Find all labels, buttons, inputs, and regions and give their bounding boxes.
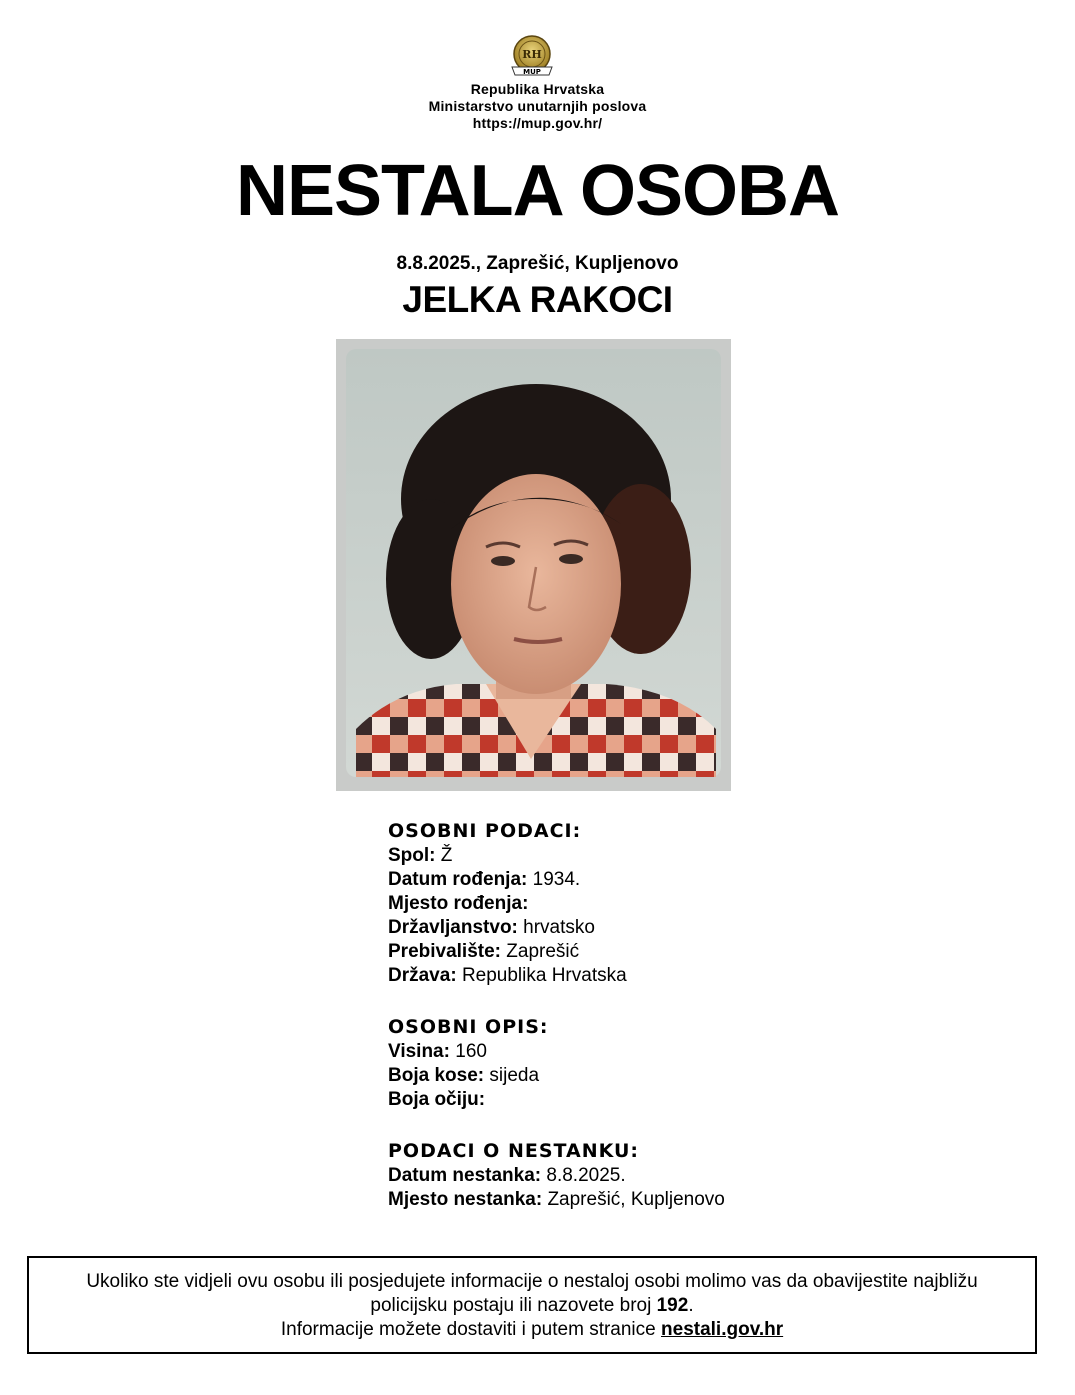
disappearance-place-row	[388, 1188, 948, 1212]
date-location: 8.8.2025., Zaprešić, Kupljenovo	[396, 253, 679, 274]
citizenship-value: hrvatsko	[523, 917, 595, 938]
birth-date-label: Datum rođenja:	[388, 869, 528, 890]
disappearance-date-value: 8.8.2025.	[546, 1165, 626, 1186]
hair-color-label: Boja kose:	[388, 1065, 485, 1086]
nestali-link[interactable]: nestali.gov.hr	[661, 1319, 784, 1340]
hair-color-row	[388, 1064, 948, 1088]
sex-label: Spol:	[388, 845, 436, 866]
height-label: Visina:	[388, 1041, 450, 1062]
disappearance-place-label: Mjesto nestanka:	[388, 1189, 543, 1210]
residence-row	[388, 940, 948, 964]
disappearance-place-value: Zaprešić, Kupljenovo	[547, 1189, 725, 1210]
svg-text:MUP: MUP	[523, 68, 541, 76]
svg-text:RH: RH	[522, 48, 542, 61]
height-row	[388, 1040, 948, 1064]
sex-value: Ž	[440, 845, 453, 866]
notice-line-3-text: Informacije možete dostaviti i putem stranice	[280, 1319, 662, 1340]
birth-place-row	[388, 892, 948, 916]
personal-data-heading: OSOBNI PODACI:	[388, 820, 582, 842]
header-country: Republika Hrvatska	[470, 81, 605, 97]
birth-date-row	[388, 868, 948, 892]
citizenship-row	[388, 916, 948, 940]
birth-date-value: 1934.	[532, 869, 581, 890]
birth-place-label: Mjesto rođenja:	[388, 893, 529, 914]
height-value: 160	[455, 1041, 487, 1062]
info-block	[388, 818, 948, 1212]
residence-value: Zaprešić	[506, 941, 580, 962]
person-name: JELKA RAKOCI	[402, 279, 673, 320]
contact-notice	[27, 1256, 1037, 1354]
disappearance-date-label: Datum nestanka:	[388, 1165, 542, 1186]
phone-number[interactable]: 192	[656, 1295, 689, 1316]
mup-logo	[507, 34, 557, 80]
country-label: Država:	[388, 965, 457, 986]
description-heading: OSOBNI OPIS:	[388, 1016, 549, 1038]
sex-row	[388, 844, 948, 868]
disappearance-date-row	[388, 1164, 948, 1188]
page-title: NESTALA OSOBA	[235, 151, 839, 231]
country-row	[388, 964, 948, 988]
notice-line-3	[29, 1318, 1035, 1342]
eye-color-row	[388, 1088, 948, 1112]
notice-line-2-end: .	[688, 1295, 694, 1316]
country-value: Republika Hrvatska	[461, 965, 627, 986]
header-ministry: Ministarstvo unutarnjih poslova	[428, 98, 647, 114]
hair-color-value: sijeda	[489, 1065, 540, 1086]
notice-line-2	[29, 1294, 1035, 1318]
residence-label: Prebivalište:	[388, 941, 501, 962]
header-url[interactable]: https://mup.gov.hr/	[472, 115, 603, 131]
notice-line-1: Ukoliko ste vidjeli ovu osobu ili posjedujete informacije o nestaloj osobi molimo vas da obavijestite najbližu	[86, 1271, 978, 1292]
citizenship-label: Državljanstvo:	[388, 917, 518, 938]
person-photo	[336, 339, 731, 791]
disappearance-heading: PODACI O NESTANKU:	[388, 1140, 640, 1162]
eye-color-label: Boja očiju:	[388, 1089, 486, 1110]
notice-line-2-text: policijsku postaju ili nazovete broj	[370, 1295, 657, 1316]
